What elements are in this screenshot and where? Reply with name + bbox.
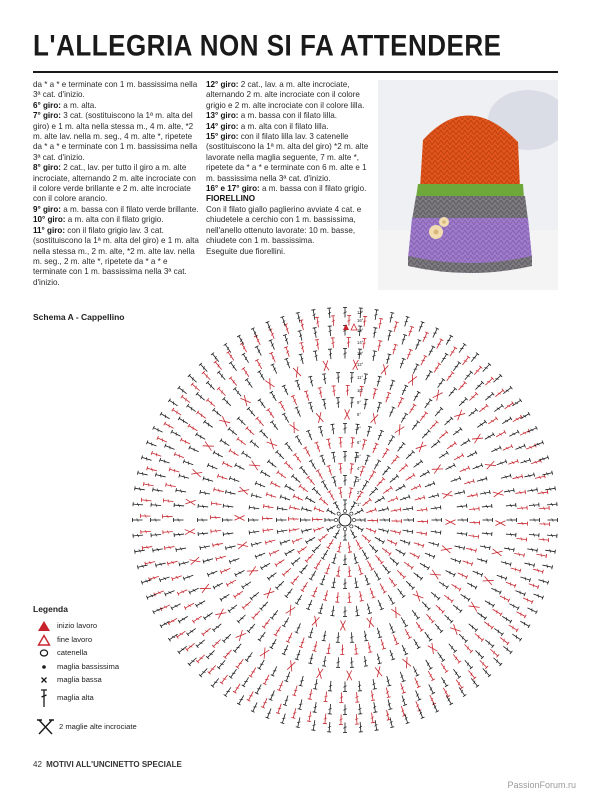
double-crochet-icon <box>37 688 51 708</box>
instructions-column-left <box>33 80 201 288</box>
round-label: 8° <box>357 412 362 417</box>
legend-item: maglia alta <box>33 688 173 710</box>
legend-item: catenella <box>33 647 173 661</box>
magazine-name: MOTIVI ALL'UNCINETTO SPECIALE <box>46 760 182 769</box>
instruction-paragraph: 15° giro: con il filato lilla lav. 3 catenelle (sostituiscono la 1ª m. alta del giro) *2 m. alte lavorate nella maglia seguente, 7 m. alte *, ripetete da * a * e terminate con 6 m. alte e 1 m. bassissima nella 3ª cat. d'inizio. <box>206 132 369 183</box>
round-label: 15° <box>357 328 364 333</box>
round-label: 1° <box>357 502 362 507</box>
instruction-paragraph: 14° giro: a m. alta con il filato lilla. <box>206 121 329 131</box>
round-label: 2° <box>357 490 362 495</box>
instruction-paragraph: 8° giro: 2 cat., lav. per tutto il giro a m. alte incrociate, alternando 2 m. alte incrociate con il colore verde brillante e 2 m. alte incrociate con il colore arancio. <box>33 163 196 204</box>
round-label: 4° <box>357 466 362 471</box>
round-label: 6° <box>357 440 362 445</box>
instruction-paragraph: 10° giro: a m. alta con il filato grigio. <box>33 215 164 225</box>
filled-triangle-icon <box>37 620 51 632</box>
round-label: 3° <box>357 478 362 483</box>
page-footer <box>33 760 182 769</box>
dot-icon <box>37 661 51 673</box>
legend-item: maglia bassissima <box>33 661 173 675</box>
round-label: 11° <box>357 375 364 380</box>
center-ring <box>339 514 351 526</box>
instruction-paragraph: Eseguite due fiorellini. <box>206 246 286 256</box>
round-label: 13° <box>357 351 364 356</box>
start-marker <box>343 324 349 330</box>
watermark: PassionForum.ru <box>507 780 576 790</box>
instruction-paragraph: 7° giro: 3 cat. (sostituiscono la 1ª m. alta del giro) e 1 m. alta nella stessa m., 4 m. alte, *2 m. alte lav. nella m. seg., 4 m. alte *, ripetete da * a * e terminate con 1 m. bassissima nella 3ª cat. d'inizio. <box>33 111 198 162</box>
legend-item: inizio lavoro <box>33 620 173 634</box>
title-rule <box>33 71 558 73</box>
page-title: L'ALLEGRIA NON SI FA ATTENDERE <box>33 28 502 63</box>
legend-title: Legenda <box>33 604 68 614</box>
instructions-column-middle <box>206 80 374 257</box>
round-label: 14° <box>357 340 364 345</box>
round-label: 10° <box>357 388 364 393</box>
round-label: 12° <box>357 362 364 367</box>
circle-icon <box>37 647 51 659</box>
instruction-paragraph: 9° giro: a m. bassa con il filato verde brillante. <box>33 204 199 214</box>
round-label: 16° <box>357 318 364 323</box>
instruction-paragraph: 12° giro: 2 cat., lav. a m. alte incrociate, alternando 2 m. alte incrociate con il colore grigio e 2 m. alte incrociate con il colore lilla. <box>206 80 365 110</box>
chart-stitches <box>133 308 558 733</box>
legend <box>33 604 173 740</box>
legend-item: maglia bassa <box>33 674 173 688</box>
round-label: 9° <box>357 400 362 405</box>
round-label: 7° <box>357 426 362 431</box>
instruction-paragraph: 11° giro: con il filato grigio lav. 3 cat. (sostituiscono la 1ª m. alta del giro) e 1 m. alta nella stessa m., 2 m. alte, *2 m. alte lav. nella m. seg., 2 m. alte *, ripetete da * a * e terminate con 1 m. bassissima nella 3ª cat. d'inizio. <box>33 225 199 287</box>
instruction-paragraph: 16° e 17° giro: a m. bassa con il filato grigio. <box>206 184 367 194</box>
instruction-paragraph: da * a * e terminate con 1 m. bassissima nella 3ª cat. d'inizio. <box>33 80 198 100</box>
instruction-paragraph: 6° giro: a m. alta. <box>33 100 97 110</box>
legend-item: 2 maglie alte incrociate <box>33 716 173 740</box>
section-heading-fiorellino: FIORELLINO <box>206 194 256 204</box>
cross-icon <box>37 674 51 686</box>
crossed-double-crochet-icon <box>37 716 55 736</box>
round-label: 17° <box>357 310 364 315</box>
hat-photo <box>378 80 558 290</box>
round-labels <box>357 310 364 507</box>
instruction-paragraph: Con il filato giallo paglierino avviate 4 cat. e chiudetele a cerchio con 1 m. bassissima, nell'anello ottenuto lavorate: 10 m. basse, chiudete con 1 m. bassissima. <box>206 204 362 246</box>
crochet-chart-diagram <box>130 305 560 735</box>
round-label: 5° <box>357 454 362 459</box>
schema-title: Schema A - Cappellino <box>33 312 125 322</box>
instruction-paragraph: 13° giro: a m. bassa con il filato lilla. <box>206 111 338 121</box>
legend-item: fine lavoro <box>33 634 173 648</box>
page-number: 42 <box>33 760 42 769</box>
outline-triangle-icon <box>37 634 51 646</box>
